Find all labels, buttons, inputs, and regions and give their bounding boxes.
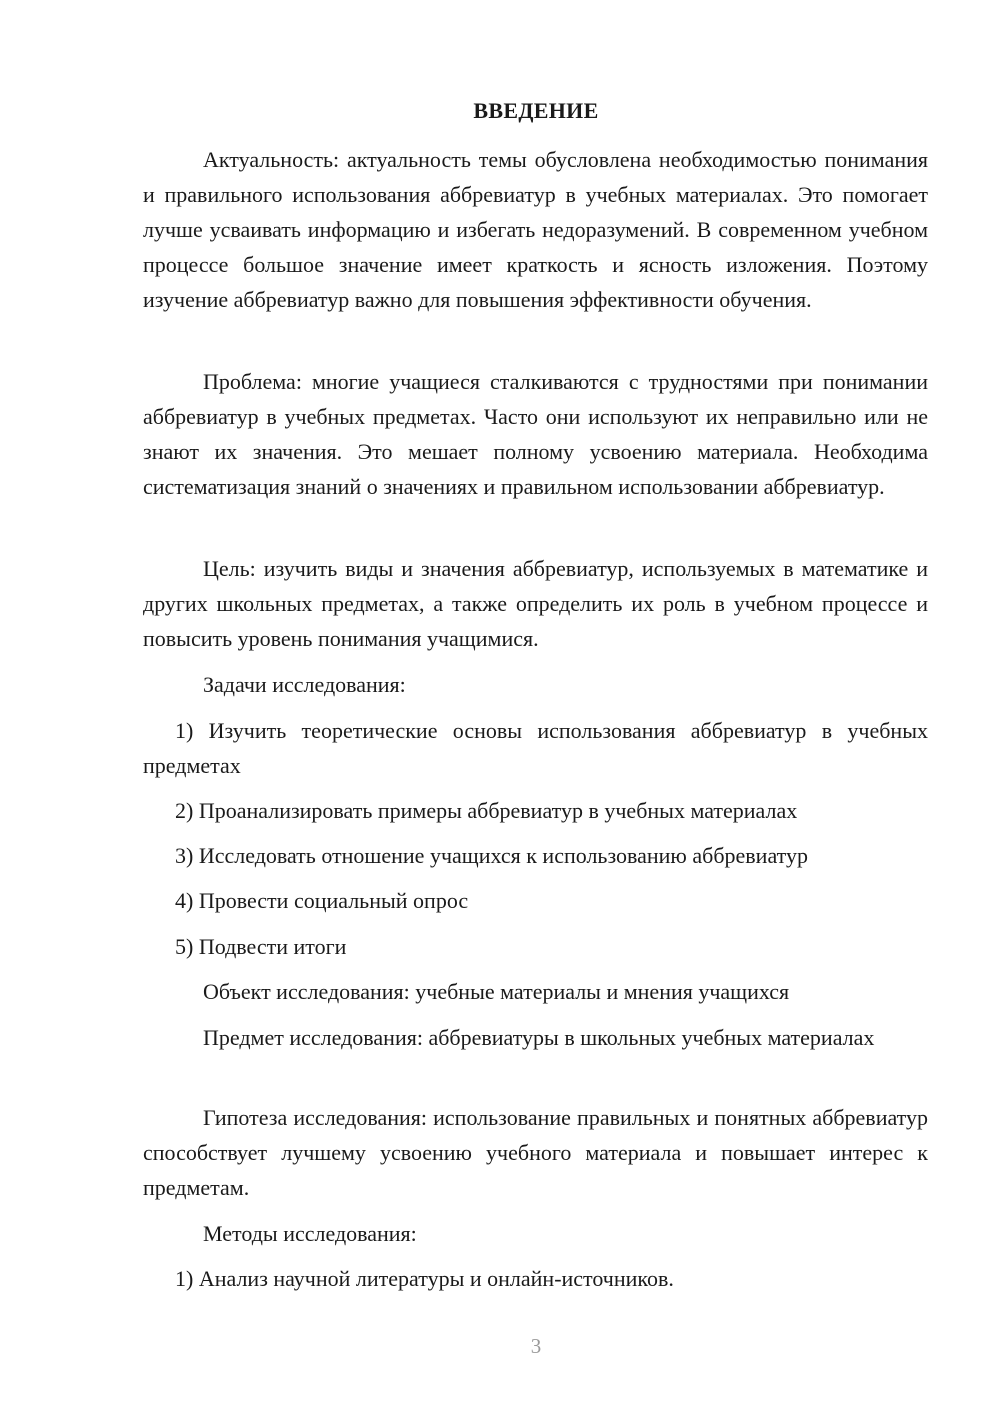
methods-heading: Методы исследования: (203, 1221, 417, 1246)
page-title: ВВЕДЕНИЕ (473, 98, 599, 123)
paragraph-goal: Цель: изучить виды и значения аббревиатур, используемых в математике и других школьных предметах, а также определить их роль в учебном процессе и повысить уровень понимания учащимися. (143, 556, 928, 651)
list-item-task-4: 4) Провести социальный опрос (175, 888, 469, 913)
paragraph-problem: Проблема: многие учащиеся сталкиваются с трудностями при понимании аббревиатур в учебных предметах. Часто они используют их неправильно или не знают их значения. Это мешает полному усвоению материала. Необходима систематизация знаний о значениях и правильном использовании аббревиатур. (143, 369, 928, 499)
list-item-method-1: 1) Анализ научной литературы и онлайн-источников. (175, 1266, 674, 1291)
page-number: 3 (530, 1334, 542, 1358)
list-item-task-2: 2) Проанализировать примеры аббревиатур в учебных материалах (175, 798, 798, 823)
list-item-task-1: 1) Изучить теоретические основы использования аббревиатур в учебных предметах (143, 718, 928, 778)
tasks-heading: Задачи исследования: (203, 672, 406, 697)
list-item-task-5: 5) Подвести итоги (175, 934, 347, 959)
paragraph-hypothesis: Гипотеза исследования: использование правильных и понятных аббревиатур способствует лучшему усвоению учебного материала и повышает интерес к предметам. (143, 1105, 928, 1200)
paragraph-subject: Предмет исследования: аббревиатуры в школьных учебных материалах (203, 1025, 875, 1050)
paragraph-object: Объект исследования: учебные материалы и мнения учащихся (203, 979, 790, 1004)
paragraph-relevance: Актуальность: актуальность темы обусловлена необходимостью понимания и правильного использования аббревиатур в учебных материалах. Это помогает лучше усваивать информацию и избегать недоразумений. В современном учебном процессе большое значение имеет краткость и ясность изложения. Поэтому изучение аббревиатур важно для повышения эффективности обучения. (143, 147, 928, 312)
list-item-task-3: 3) Исследовать отношение учащихся к использованию аббревиатур (175, 843, 808, 868)
